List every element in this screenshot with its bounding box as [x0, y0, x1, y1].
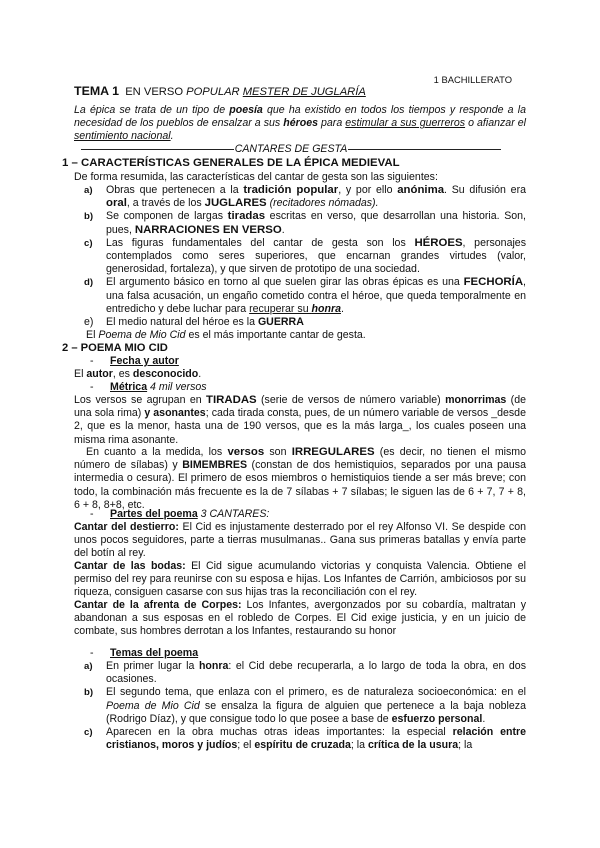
item-bold: HÉROES: [414, 236, 463, 249]
item-text: , a través de los: [126, 197, 205, 210]
section1-lead: De forma resumida, las características del cantar de gesta son las siguientes:: [74, 171, 438, 183]
item-bold: GUERRA: [257, 316, 304, 329]
item-bold: oral: [106, 197, 127, 210]
title-popular: POPULAR: [186, 86, 240, 98]
intro-underline: estimular a sus guerreros: [345, 117, 466, 130]
autor-line: [74, 368, 526, 381]
paragraph-bold: y asonantes: [144, 407, 206, 420]
item-bold: crítica de la usura: [368, 739, 459, 752]
cantar-text: El Cid sigue acumulando victorias y conquista Valencia. Obtiene el permiso del rey para reunirse con su esposa e hijas. Los Infantes de Carrión, ambiciosos por su riqueza, consiguen casarse con sus hijas tras la reconciliación con el rey.: [74, 560, 526, 599]
list-marker: a): [84, 185, 93, 196]
paragraph-text: (serie de versos de número variable): [256, 394, 446, 406]
autor-text: .: [198, 368, 202, 380]
item-text: : el Cid debe recuperarla, a lo largo de toda la obra, en dos ocasiones.: [106, 660, 526, 686]
cantar-name: Cantar del destierro:: [74, 521, 179, 533]
autor-text: El: [74, 368, 87, 380]
subheading-note: 4 mil versos: [147, 381, 207, 393]
item-text: , personajes contemplados como seres superiores, que encarnan grandes virtudes (valor, generosidad, fortaleza), y que sirven de prototipo de una sociedad.: [106, 236, 526, 276]
list-item: [84, 686, 526, 726]
list-marker: b): [84, 687, 94, 699]
section-heading-2: 2 – POEMA MIO CID: [62, 342, 168, 354]
paragraph-bold: IRREGULARES: [291, 446, 375, 458]
item-text: , una falsa acusación, un engaño cometido contra el héroe, que queda temporalmente en entredicho y debe luchar para: [106, 276, 526, 315]
item-text: El segundo tema, que enlaza con el primero, es de naturaleza socioeconómica: en el: [106, 686, 526, 699]
item-bold: tradición popular: [243, 184, 339, 196]
cantar-bodas: [74, 560, 526, 600]
item-bold: tiradas: [227, 210, 266, 223]
autor-text: , es: [112, 368, 133, 380]
item-text: Se componen de largas: [106, 210, 228, 223]
intro-underline: sentimiento nacional: [74, 130, 171, 143]
intro-bold: héroes: [283, 117, 318, 130]
list-item: [84, 237, 526, 277]
cantar-name: Cantar de las bodas:: [74, 560, 186, 572]
page-title: [74, 85, 366, 99]
item-text: ; la: [458, 739, 473, 752]
list-item: [84, 660, 526, 686]
closing-italic: Poema de Mio Cid: [98, 329, 186, 341]
paragraph-text: ; cada tirada consta, pues, de un número variable de versos _desde 2, que es la menor, hasta una de 190 versos, que es la más larga_, los cuales poseen una misma rima asonante.: [74, 407, 526, 446]
closing-text: El: [86, 329, 99, 341]
item-text: El medio natural del héroe es la: [106, 316, 258, 329]
item-underline: recuperar su: [249, 302, 312, 315]
list-item: [84, 210, 526, 236]
paragraph-bold: TIRADAS: [206, 394, 257, 406]
item-italic: (recitadores nómadas).: [266, 197, 379, 210]
dash-marker: -: [90, 381, 94, 393]
paragraph-bold: versos: [227, 446, 265, 458]
list-marker: b): [84, 211, 94, 223]
list-item: [84, 316, 526, 329]
cantar-text: El Cid es injustamente desterrado por el rey Alfonso VI. Se despide con unos pocos seguidores, parte a tierras musulmanas.. Gana sus primeras batallas y envía parte del botín al rey.: [74, 521, 526, 560]
cantar-destierro: [74, 521, 526, 561]
intro-text: para: [317, 117, 346, 130]
divider-label: CANTARES DE GESTA: [234, 142, 348, 155]
tema-number: TEMA 1: [74, 84, 119, 98]
item-italic: Poema de Mio Cid: [106, 699, 200, 712]
subheading-label: Fecha y autor: [110, 355, 179, 367]
autor-bold: desconocido: [132, 368, 199, 380]
item-text: .: [281, 223, 285, 236]
list-item: [84, 726, 526, 752]
item-bold: espíritu de cruzada: [254, 739, 351, 752]
paragraph-text: son: [264, 446, 292, 458]
metrica-paragraph-1: [74, 394, 526, 447]
item-text: se ensalza la figura de alguien que pertenece a la baja nobleza (Rodrigo Díaz), y que consigue todo lo que posee a base de: [106, 699, 526, 725]
autor-bold: autor: [86, 368, 113, 380]
item-bold: esfuerzo personal: [391, 712, 483, 725]
course-label: 1 BACHILLERATO: [433, 74, 512, 85]
item-text: . Su difusión era: [444, 184, 526, 196]
dash-marker: -: [90, 508, 94, 520]
dash-marker: -: [90, 647, 94, 659]
subheading-label: Temas del poema: [110, 647, 199, 659]
item-bold: relación entre cristianos, moros y judíos: [106, 726, 527, 752]
item-bold: NARRACIONES EN VERSO: [134, 223, 282, 236]
section1-closing: [86, 329, 366, 342]
characteristics-list: [84, 184, 526, 329]
subheading-metrica: [90, 381, 207, 394]
list-marker: c): [84, 237, 93, 249]
section-heading-1: 1 – CARACTERÍSTICAS GENERALES DE LA ÉPICA MEDIEVAL: [62, 157, 400, 169]
cantar-name: Cantar de la afrenta de Corpes:: [74, 599, 242, 611]
item-text: .: [340, 302, 344, 315]
item-text: ; el: [237, 739, 255, 752]
list-marker: c): [84, 727, 93, 739]
paragraph-bold: BIMEMBRES: [182, 459, 248, 472]
subheading-temas: [90, 647, 198, 660]
item-text: ; la: [350, 739, 368, 752]
paragraph-bold: monorrimas: [445, 394, 507, 406]
list-marker: e): [84, 316, 94, 329]
subheading-label: Partes del poema: [110, 508, 198, 520]
list-marker: d): [84, 277, 94, 289]
divider-rule-right: [348, 149, 501, 150]
list-item: [84, 276, 526, 316]
item-text: El argumento básico en torno al que suelen girar las obras épicas es una: [106, 276, 464, 289]
paragraph-text: Los versos se agrupan en: [74, 394, 207, 406]
item-text: Obras que pertenecen a la: [106, 184, 244, 196]
paragraph-text: En cuanto a la medida, los: [86, 446, 228, 458]
list-marker: a): [84, 661, 93, 672]
intro-text: que ha existido en todos los tiempos y responde a la necesidad de los pueblos de ensalzar a sus: [74, 104, 526, 130]
paragraph-text: (de una sola rima): [74, 394, 526, 420]
metrica-paragraph-2: [74, 446, 526, 512]
item-text: Las figuras fundamentales del cantar de gesta son los: [106, 236, 415, 249]
title-verso: EN VERSO: [125, 86, 184, 98]
themes-list: [84, 660, 526, 752]
subheading-label: Métrica: [110, 381, 148, 393]
subheading-fecha: [90, 355, 179, 368]
cantar-text: Los Infantes, avergonzados por su cobardía, maltratan y abandonan a sus esposas en el robledo de Corpes. El Cid exige justicia, y en un juicio de combate, sus hombres derrotan a los Infantes, restaurando su honor: [74, 599, 526, 638]
section-divider: [81, 143, 501, 156]
closing-text: es el más importante cantar de gesta.: [185, 329, 366, 341]
item-bold: JUGLARES: [204, 197, 267, 210]
dash-marker: -: [90, 355, 94, 367]
item-text: En primer lugar la: [106, 660, 199, 672]
item-bold: honra: [198, 660, 229, 672]
intro-paragraph: [74, 104, 526, 144]
item-text: .: [482, 712, 486, 725]
subheading-note: 3 CANTARES:: [197, 508, 270, 520]
item-bold: FECHORÍA: [463, 276, 524, 289]
item-text: , y por ello: [338, 184, 398, 196]
intro-text: .: [170, 130, 174, 143]
paragraph-text: (constan de dos hemistiquios, separados por una pausa intermedia o cesura). El primero de esos miembros o hemistiquios tiende a ser más breve; con todo, la combinación más frecuente es la de 7 sílabas + 7 sílabas; le siguen las de 6 + 7, 7 + 8, 6 + 8, 8+8, etc.: [74, 459, 526, 511]
paragraph-text: (es decir, no tienen el mismo número de sílabas) y: [74, 446, 527, 472]
subheading-partes: [90, 508, 269, 521]
item-bold: anónima: [397, 184, 445, 196]
item-text: Aparecen en la obra muchas otras ideas importantes: la especial: [106, 726, 453, 739]
item-text: escritas en verso, que desarrollan una historia. Son, pues,: [106, 210, 527, 236]
list-item: [84, 184, 526, 210]
intro-bold: poesía: [229, 104, 263, 116]
intro-text: o afianzar el: [465, 117, 527, 130]
intro-text: La épica se trata de un tipo de: [74, 104, 230, 116]
cantar-afrenta: [74, 599, 526, 639]
title-mester: MESTER DE JUGLARÍA: [242, 86, 366, 98]
divider-rule-left: [81, 149, 234, 150]
item-underline-bold: honra: [311, 302, 341, 315]
